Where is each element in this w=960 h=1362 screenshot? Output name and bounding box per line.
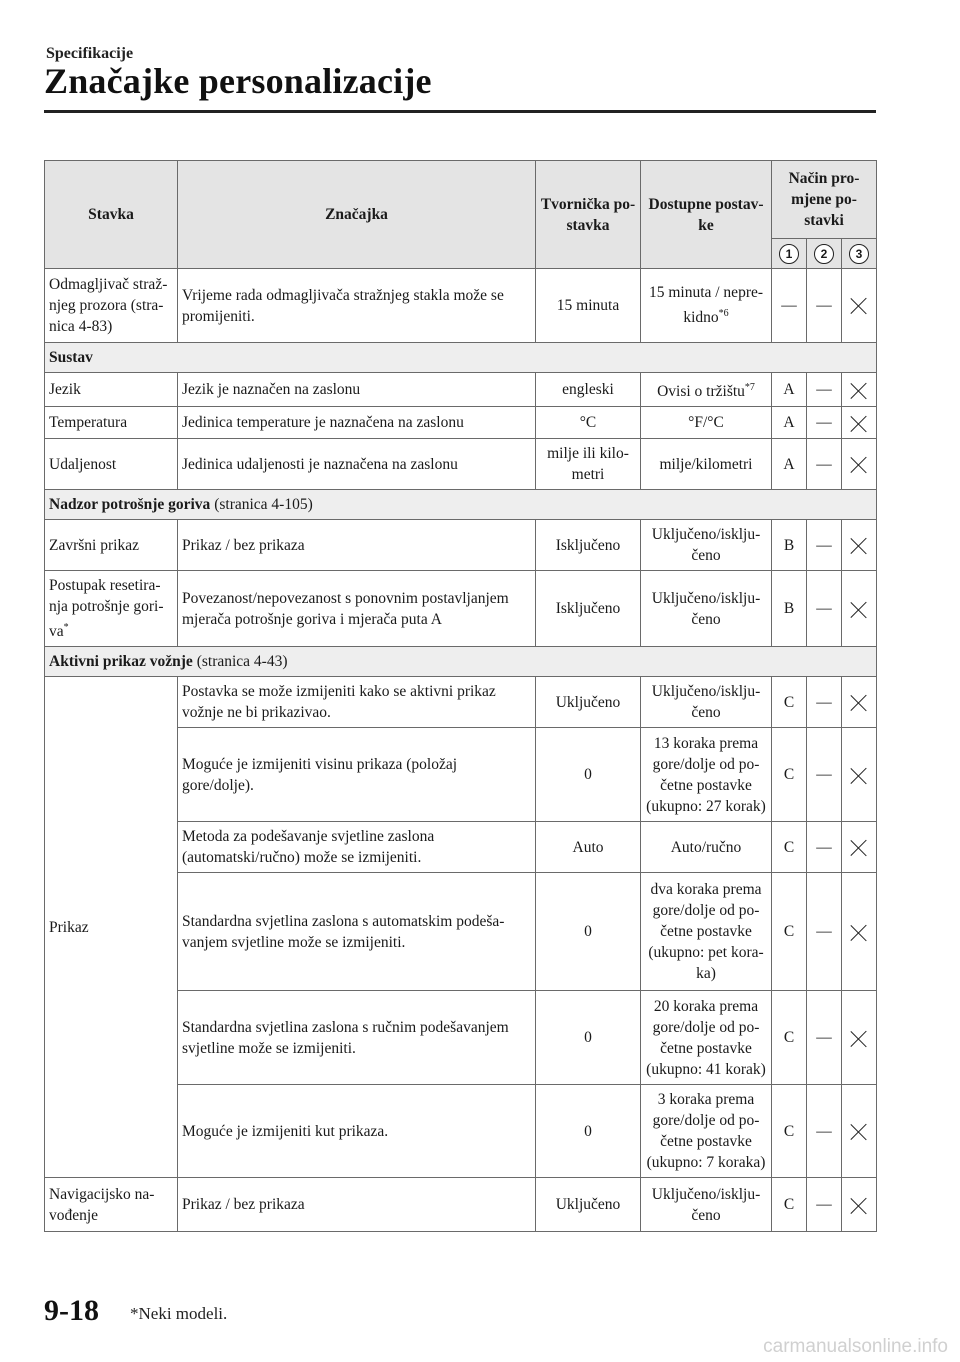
method-1-cell: B (772, 571, 807, 647)
method-1-cell: C (772, 1178, 807, 1232)
cross-icon (850, 382, 868, 400)
method-2-cell: — (807, 873, 842, 991)
options-text: Ovisi o tržištu (657, 383, 745, 401)
method-3-cell (842, 520, 877, 571)
feature-cell: Prikaz / bez prikaza (178, 1178, 536, 1232)
method-2-cell: — (807, 520, 842, 571)
feature-cell: Povezanost/nepovezanost s ponovnim postavljanjem mjerača potrošnje goriva i mjerača puta A (178, 571, 536, 647)
header-item: Stavka (45, 161, 178, 269)
table-row (45, 1178, 877, 1232)
table-section-row (45, 490, 877, 520)
feature-cell: Standardna svjetlina zaslona s automatskim podeša-vanjem svjetline može se izmijeniti. (178, 873, 536, 991)
section-title: Aktivni prikaz vožnje (49, 653, 193, 671)
method-2-cell: — (807, 822, 842, 873)
default-cell: Uključeno (536, 1178, 641, 1232)
method-1-cell: C (772, 991, 807, 1085)
header-options: Dostupne postav-ke (641, 161, 772, 269)
options-text: Uključeno/isklju-čeno (651, 589, 761, 628)
section-label: Specifikacije (46, 45, 134, 62)
item-cell (45, 439, 178, 490)
feature-cell: Moguće je izmijeniti visinu prikaza (položaj gore/dolje). (178, 728, 536, 822)
method-3-cell (842, 439, 877, 490)
method-1-cell: B (772, 520, 807, 571)
options-cell (641, 677, 772, 728)
method-1-cell: C (772, 728, 807, 822)
default-cell: 0 (536, 1085, 641, 1178)
item-footnote-mark: * (63, 622, 69, 634)
options-text: Uključeno/isklju-čeno (651, 683, 761, 722)
item-cell (45, 407, 178, 439)
options-text: Auto/ručno (670, 838, 742, 856)
feature-cell: Postavka se može izmijeniti kako se aktivni prikaz vožnje ne bi prikazivao. (178, 677, 536, 728)
section-title: Sustav (49, 349, 93, 366)
method-2-cell: — (807, 407, 842, 439)
method-1-cell: C (772, 873, 807, 991)
method-1-cell: A (772, 407, 807, 439)
method-2-cell: — (807, 269, 842, 343)
item-cell (45, 1178, 178, 1232)
options-text: 13 koraka prema gore/dolje od po-četne postavke (ukupno: 27 korak) (646, 734, 766, 815)
method-3-cell (842, 677, 877, 728)
item-text: Odmagljivač straž-njeg prozora (stra-nica 4-83) (49, 276, 168, 335)
cross-icon (850, 767, 868, 785)
method-2-cell: — (807, 571, 842, 647)
item-text: Jezik (49, 381, 81, 399)
table-row (45, 677, 877, 728)
method-3-cell (842, 822, 877, 873)
method-3-cell (842, 373, 877, 407)
cross-icon (850, 1197, 868, 1215)
method-3-cell (842, 873, 877, 991)
section-title: Nadzor potrošnje goriva (49, 496, 211, 514)
item-cell (45, 520, 178, 571)
method-2-cell: — (807, 728, 842, 822)
options-text: Uključeno/isklju-čeno (651, 526, 761, 565)
cross-icon (850, 694, 868, 712)
cross-icon (850, 297, 868, 315)
header-default: Tvornička po-stavka (536, 161, 641, 269)
options-cell (641, 728, 772, 822)
table-row (45, 571, 877, 647)
header-feature: Značajka (178, 161, 536, 269)
number-3-icon: 3 (849, 244, 869, 264)
options-footnote-mark: *6 (718, 308, 729, 320)
header-method-3 (842, 239, 877, 269)
method-3-cell (842, 1178, 877, 1232)
default-cell: engleski (536, 373, 641, 407)
section-cell (45, 490, 877, 520)
default-cell: milje ili kilo-metri (536, 439, 641, 490)
item-text: Postupak resetira-nja potrošnje gori-va (49, 577, 164, 641)
feature-cell: Jedinica temperature je naznačena na zaslonu (178, 407, 536, 439)
table-section-row (45, 647, 877, 677)
table-row (45, 373, 877, 407)
item-cell (45, 373, 178, 407)
section-reference: (stranica 4-105) (210, 496, 313, 514)
item-cell (45, 571, 178, 647)
item-cell (45, 677, 178, 1178)
number-2-icon: 2 (814, 244, 834, 264)
table-body (45, 269, 877, 1232)
method-3-cell (842, 728, 877, 822)
page-number: 9-18 (44, 1294, 99, 1327)
header-method-1 (772, 239, 807, 269)
options-footnote-mark: *7 (744, 382, 755, 393)
method-3-cell (842, 1085, 877, 1178)
cross-icon (850, 601, 868, 619)
method-1-cell: — (772, 269, 807, 343)
table-section-row (45, 343, 877, 373)
method-3-cell (842, 571, 877, 647)
options-cell (641, 571, 772, 647)
cross-icon (850, 1123, 868, 1141)
table-row (45, 407, 877, 439)
method-2-cell: — (807, 1085, 842, 1178)
method-2-cell: — (807, 1178, 842, 1232)
item-cell (45, 269, 178, 343)
options-text: 15 minuta / nepre-kidno (648, 284, 764, 327)
item-text: Temperatura (49, 414, 128, 432)
options-cell (641, 873, 772, 991)
item-text: Navigacijsko na-vođenje (49, 1185, 155, 1224)
cross-icon (850, 537, 868, 555)
method-2-cell: — (807, 677, 842, 728)
options-cell (641, 991, 772, 1085)
page-title: Značajke personalizacije (44, 61, 432, 101)
feature-cell: Standardna svjetlina zaslona s ručnim podešavanjem svjetline može se izmijeniti. (178, 991, 536, 1085)
method-1-cell: A (772, 373, 807, 407)
default-cell: °C (536, 407, 641, 439)
feature-cell: Vrijeme rada odmagljivača stražnjeg stakla može se promijeniti. (178, 269, 536, 343)
method-3-cell (842, 407, 877, 439)
options-text: milje/kilometri (659, 455, 753, 473)
feature-cell: Moguće je izmijeniti kut prikaza. (178, 1085, 536, 1178)
options-cell (641, 373, 772, 407)
item-text: Završni prikaz (49, 536, 139, 554)
method-1-cell: A (772, 439, 807, 490)
options-cell (641, 1178, 772, 1232)
footnote: *Neki modeli. (130, 1304, 228, 1323)
options-text: dva koraka prema gore/dolje od po-četne postavke (ukupno: pet kora-ka) (648, 881, 764, 983)
default-cell: Auto (536, 822, 641, 873)
section-reference: (stranica 4-43) (192, 653, 288, 671)
default-cell: 0 (536, 728, 641, 822)
table-row (45, 439, 877, 490)
options-text: Uključeno/isklju-čeno (651, 1185, 761, 1224)
customization-table (44, 160, 877, 1232)
options-cell (641, 822, 772, 873)
default-cell: 0 (536, 991, 641, 1085)
section-cell (45, 343, 877, 373)
watermark: carmanualsonline.info (763, 1336, 948, 1357)
method-2-cell: — (807, 439, 842, 490)
header-method: Način pro-mjene po-stavki (772, 161, 877, 239)
title-rule (44, 110, 876, 113)
cross-icon (850, 924, 868, 942)
number-1-icon: 1 (779, 244, 799, 264)
options-text: 3 koraka prema gore/dolje od po-četne postavke (ukupno: 7 koraka) (646, 1091, 766, 1172)
method-2-cell: — (807, 373, 842, 407)
default-cell: 15 minuta (536, 269, 641, 343)
options-cell (641, 407, 772, 439)
cross-icon (850, 415, 868, 433)
method-3-cell (842, 991, 877, 1085)
method-3-cell (842, 269, 877, 343)
section-cell (45, 647, 877, 677)
header-method-2 (807, 239, 842, 269)
method-2-cell: — (807, 991, 842, 1085)
feature-cell: Jezik je naznačen na zaslonu (178, 373, 536, 407)
options-cell (641, 439, 772, 490)
options-cell (641, 1085, 772, 1178)
options-text: 20 koraka prema gore/dolje od po-četne postavke (ukupno: 41 korak) (646, 997, 766, 1078)
default-cell: 0 (536, 873, 641, 991)
options-text: °F/°C (688, 414, 724, 432)
cross-icon (850, 456, 868, 474)
method-1-cell: C (772, 1085, 807, 1178)
method-1-cell: C (772, 677, 807, 728)
default-cell: Uključeno (536, 677, 641, 728)
item-text: Prikaz (49, 918, 89, 936)
item-text: Udaljenost (49, 455, 117, 473)
table-row (45, 269, 877, 343)
feature-cell: Metoda za podešavanje svjetline zaslona (automatski/ručno) može se izmijeniti. (178, 822, 536, 873)
method-1-cell: C (772, 822, 807, 873)
default-cell: Isključeno (536, 571, 641, 647)
cross-icon (850, 839, 868, 857)
options-cell (641, 269, 772, 343)
table-row (45, 520, 877, 571)
cross-icon (850, 1030, 868, 1048)
feature-cell: Jedinica udaljenosti je naznačena na zaslonu (178, 439, 536, 490)
feature-cell: Prikaz / bez prikaza (178, 520, 536, 571)
default-cell: Isključeno (536, 520, 641, 571)
options-cell (641, 520, 772, 571)
